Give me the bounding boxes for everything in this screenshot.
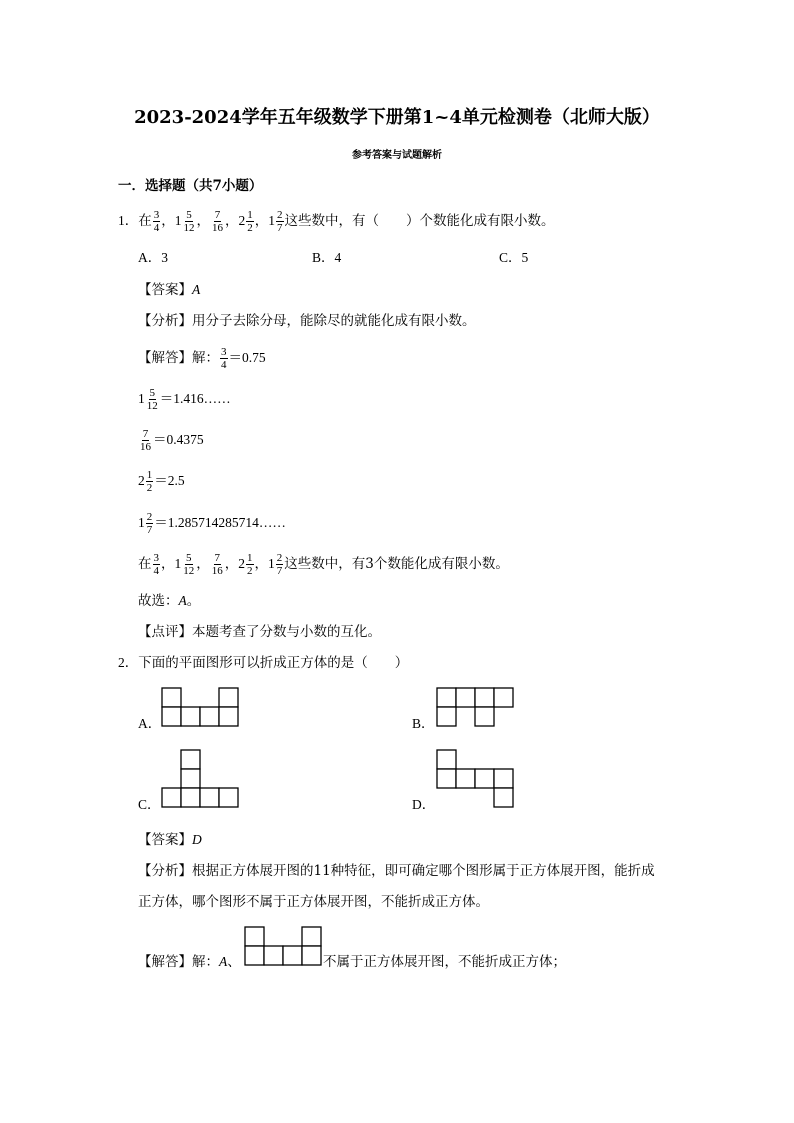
q2-option-d-label: D． — [412, 797, 436, 812]
cube-net-b — [435, 687, 519, 729]
q1-prefix: 在 — [138, 213, 152, 229]
q1-solution-line1: 【解答】 解： $\frac{3}{4}$ ＝0.75 — [138, 345, 266, 371]
fraction: $\frac{3}{4}$ — [221, 345, 227, 371]
q1-answer: 【答案】A — [138, 282, 201, 298]
q1-number: 1． — [118, 213, 139, 228]
cube-net-c — [160, 749, 244, 811]
fraction: $\frac{5}{12}$ — [183, 208, 195, 234]
q1-choice: 故选：A。 — [138, 593, 201, 609]
q1-comment: 【点评】本题考查了分数与小数的互化。 — [138, 624, 381, 640]
q1-conclusion: 在 $\frac{3}{4}$ ， 1 $\frac{5}{12}$ ， $\frac{7}{16}$ ， 2 $\frac{1}{2}$ ， 1 $\frac{2}{7}$ 这些数中，有3个数能化成有限小数。 — [138, 551, 509, 577]
q1-option-c: C．5 — [499, 250, 529, 265]
fraction: $\frac{1}{2}$ — [146, 468, 153, 494]
fraction: $\frac{2}{7}$ — [146, 510, 153, 536]
cube-net-a-inline — [244, 926, 326, 968]
document-title: 2023-2024学年五年级数学下册第1~4单元检测卷（北师大版） — [134, 107, 660, 128]
section-heading: 一．选择题（共7小题） — [118, 178, 263, 194]
q2-analysis-line1: 【分析】根据正方体展开图的11种特征，即可确定哪个图形属于正方体展开图，能折成 — [138, 863, 655, 879]
q2-option-b-label: B． — [412, 716, 435, 731]
fraction: $\frac{7}{16}$ — [140, 427, 151, 453]
q2-answer: 【答案】D — [138, 832, 202, 848]
cube-net-d — [435, 749, 519, 811]
q1-solution-line2: 1 $\frac{5}{12}$ ＝1.416…… — [138, 386, 231, 412]
cube-net-a — [160, 687, 244, 729]
q2-question: 2．下面的平面图形可以折成正方体的是（ ） — [118, 655, 409, 671]
q2-option-a-label: A． — [138, 716, 162, 731]
q2-analysis-line2: 正方体，哪个图形不属于正方体展开图，不能折成正方体。 — [138, 894, 489, 910]
q1-solution-line5: 1 $\frac{2}{7}$ ＝1.285714285714…… — [138, 510, 286, 536]
fraction: $\frac{1}{2}$ — [247, 551, 253, 577]
fraction: $\frac{7}{16}$ — [211, 551, 223, 577]
fraction: $\frac{7}{16}$ — [212, 208, 223, 234]
fraction: $\frac{3}{4}$ — [153, 208, 160, 234]
q2-option-c-label: C． — [138, 797, 161, 812]
fraction: $\frac{5}{12}$ — [183, 551, 195, 577]
q1-question: 1． 在 $\frac{3}{4}$ ， 1 $\frac{5}{12}$ ， $\frac{7}{16}$ ， 2 $\frac{1}{2}$ ， 1 $\frac{2}{7}$ 这些数中，有（ ）个数能化成有限小数。 — [118, 208, 555, 234]
fraction: $\frac{3}{4}$ — [153, 551, 159, 577]
q1-solution-line3: $\frac{7}{16}$ ＝0.4375 — [140, 427, 204, 453]
fraction: $\frac{2}{7}$ — [277, 208, 283, 234]
document-subtitle: 参考答案与试题解析 — [352, 150, 442, 161]
q1-option-b: B．4 — [312, 250, 342, 265]
fraction: $\frac{2}{7}$ — [276, 551, 283, 577]
q2-solution-tail: 不属于正方体展开图，不能折成正方体； — [323, 954, 566, 970]
q1-analysis: 【分析】用分子去除分母，能除尽的就能化成有限小数。 — [138, 313, 476, 329]
q2-solution-text: 【解答】解：A、 — [138, 954, 241, 970]
fraction: $\frac{1}{2}$ — [247, 208, 253, 234]
q1-option-a: A．3 — [138, 250, 168, 265]
fraction: $\frac{5}{12}$ — [146, 386, 158, 412]
q1-solution-line4: 2 $\frac{1}{2}$ ＝2.5 — [138, 468, 185, 494]
q1-question-tail: 这些数中，有（ ）个数能化成有限小数。 — [284, 213, 555, 229]
